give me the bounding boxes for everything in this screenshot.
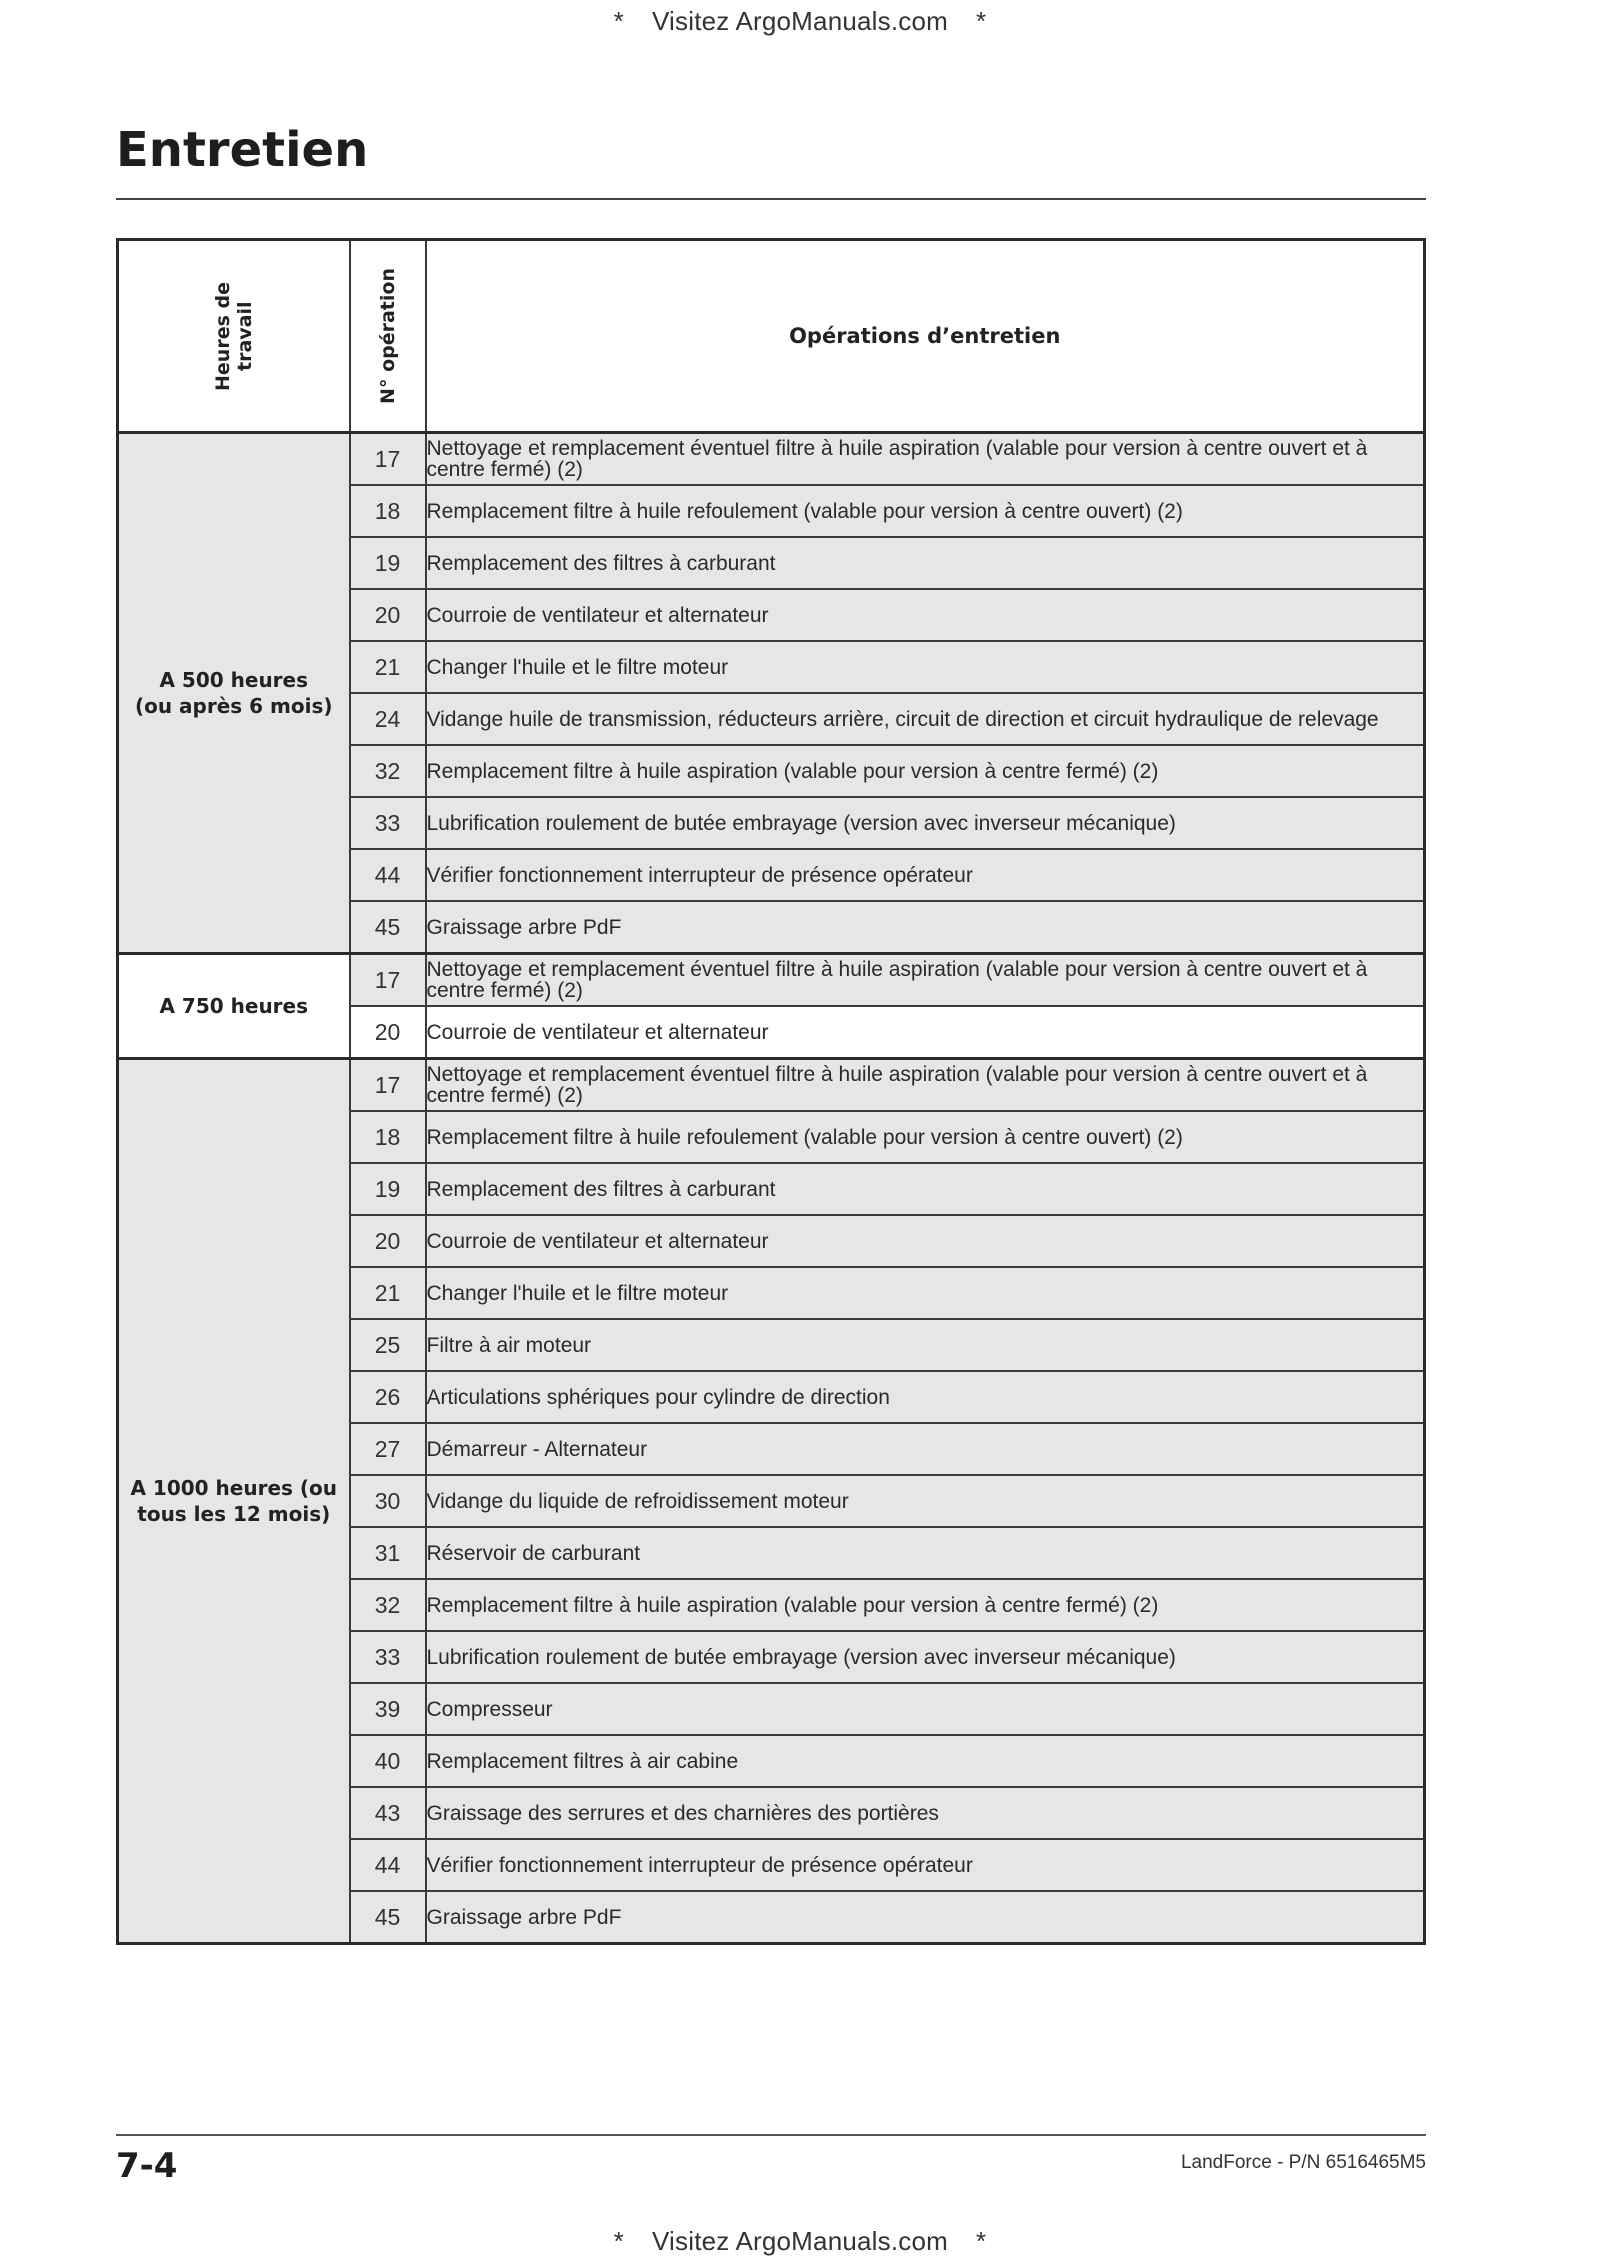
operation-description: Courroie de ventilateur et alternateur: [426, 589, 1425, 641]
operation-number: 44: [350, 1839, 426, 1891]
watermark-star: *: [613, 2226, 624, 2256]
operation-number: 18: [350, 485, 426, 537]
table-header: [118, 240, 1425, 433]
operation-number: 45: [350, 1891, 426, 1944]
maintenance-table: [116, 238, 1426, 1945]
operation-number: 25: [350, 1319, 426, 1371]
operation-description: Vidange du liquide de refroidissement moteur: [426, 1475, 1425, 1527]
operation-description: Remplacement filtre à huile refoulement (valable pour version à centre ouvert) (2): [426, 1111, 1425, 1163]
operation-number: 20: [350, 589, 426, 641]
operation-number: 18: [350, 1111, 426, 1163]
interval-group: [118, 954, 1425, 1059]
operation-number: 19: [350, 537, 426, 589]
operation-description: Articulations sphériques pour cylindre de direction: [426, 1371, 1425, 1423]
interval-group: [118, 433, 1425, 954]
operation-number: 26: [350, 1371, 426, 1423]
operation-description: Nettoyage et remplacement éventuel filtre à huile aspiration (valable pour version à centre ouvert et à centre fermé) (2): [426, 1059, 1425, 1112]
operation-description: Courroie de ventilateur et alternateur: [426, 1006, 1425, 1059]
operation-number: 20: [350, 1215, 426, 1267]
header-hours: [118, 240, 350, 433]
operation-number: 27: [350, 1423, 426, 1475]
operation-number: 17: [350, 1059, 426, 1112]
operation-description: Vidange huile de transmission, réducteurs arrière, circuit de direction et circuit hydraulique de relevage: [426, 693, 1425, 745]
operation-description: Graissage des serrures et des charnières des portières: [426, 1787, 1425, 1839]
watermark-text: Visitez ArgoManuals.com: [651, 2226, 949, 2256]
operation-number: 39: [350, 1683, 426, 1735]
operation-number: 40: [350, 1735, 426, 1787]
watermark-top: [0, 6, 1600, 37]
footer-divider: [116, 2134, 1426, 2136]
operation-description: Démarreur - Alternateur: [426, 1423, 1425, 1475]
interval-group: [118, 1059, 1425, 1944]
operation-description: Graissage arbre PdF: [426, 1891, 1425, 1944]
operation-description: Remplacement des filtres à carburant: [426, 1163, 1425, 1215]
operation-description: Changer l'huile et le filtre moteur: [426, 641, 1425, 693]
watermark-text: Visitez ArgoManuals.com: [651, 6, 949, 36]
operation-number: 43: [350, 1787, 426, 1839]
operation-number: 21: [350, 641, 426, 693]
operation-description: Réservoir de carburant: [426, 1527, 1425, 1579]
operation-number: 30: [350, 1475, 426, 1527]
table-row: [118, 433, 1425, 486]
operation-number: 32: [350, 745, 426, 797]
operation-number: 33: [350, 1631, 426, 1683]
operation-description: Nettoyage et remplacement éventuel filtre à huile aspiration (valable pour version à centre ouvert et à centre fermé) (2): [426, 954, 1425, 1007]
operation-description: Remplacement filtre à huile refoulement (valable pour version à centre ouvert) (2): [426, 485, 1425, 537]
operation-number: 21: [350, 1267, 426, 1319]
operation-description: Vérifier fonctionnement interrupteur de présence opérateur: [426, 1839, 1425, 1891]
operation-number: 20: [350, 1006, 426, 1059]
operation-description: Remplacement filtres à air cabine: [426, 1735, 1425, 1787]
operation-description: Lubrification roulement de butée embrayage (version avec inverseur mécanique): [426, 1631, 1425, 1683]
operation-description: Nettoyage et remplacement éventuel filtre à huile aspiration (valable pour version à centre ouvert et à centre fermé) (2): [426, 433, 1425, 486]
interval-hours-cell: A 750 heures: [118, 954, 350, 1059]
operation-description: Compresseur: [426, 1683, 1425, 1735]
operation-description: Remplacement des filtres à carburant: [426, 537, 1425, 589]
page-number: 7-4: [116, 2146, 178, 2186]
operation-description: Remplacement filtre à huile aspiration (valable pour version à centre fermé) (2): [426, 1579, 1425, 1631]
operation-description: Lubrification roulement de butée embrayage (version avec inverseur mécanique): [426, 797, 1425, 849]
header-op-number-label: N° opération: [376, 268, 399, 404]
watermark-star: *: [613, 6, 624, 36]
watermark-star: *: [976, 6, 987, 36]
operation-number: 17: [350, 954, 426, 1007]
table-row: [118, 1059, 1425, 1112]
operation-number: 17: [350, 433, 426, 486]
operation-description: Changer l'huile et le filtre moteur: [426, 1267, 1425, 1319]
title-divider: [116, 198, 1426, 200]
table-row: [118, 954, 1425, 1007]
page-title: Entretien: [116, 122, 369, 178]
operation-description: Remplacement filtre à huile aspiration (valable pour version à centre fermé) (2): [426, 745, 1425, 797]
watermark-star: *: [976, 2226, 987, 2256]
operation-number: 32: [350, 1579, 426, 1631]
interval-hours-cell: A 1000 heures (ou tous les 12 mois): [118, 1059, 350, 1944]
header-hours-label: Heures de travail: [211, 281, 256, 391]
operation-number: 24: [350, 693, 426, 745]
header-op-number: [350, 240, 426, 433]
operation-description: Vérifier fonctionnement interrupteur de présence opérateur: [426, 849, 1425, 901]
operation-description: Graissage arbre PdF: [426, 901, 1425, 954]
operation-description: Courroie de ventilateur et alternateur: [426, 1215, 1425, 1267]
operation-number: 33: [350, 797, 426, 849]
operation-number: 19: [350, 1163, 426, 1215]
interval-hours-cell: A 500 heures (ou après 6 mois): [118, 433, 350, 954]
operation-number: 31: [350, 1527, 426, 1579]
operation-number: 44: [350, 849, 426, 901]
watermark-bottom: [0, 2226, 1600, 2257]
footer-reference: LandForce - P/N 6516465M5: [1180, 2152, 1426, 2173]
operation-description: Filtre à air moteur: [426, 1319, 1425, 1371]
header-operations: Opérations d’entretien: [426, 240, 1425, 433]
operation-number: 45: [350, 901, 426, 954]
